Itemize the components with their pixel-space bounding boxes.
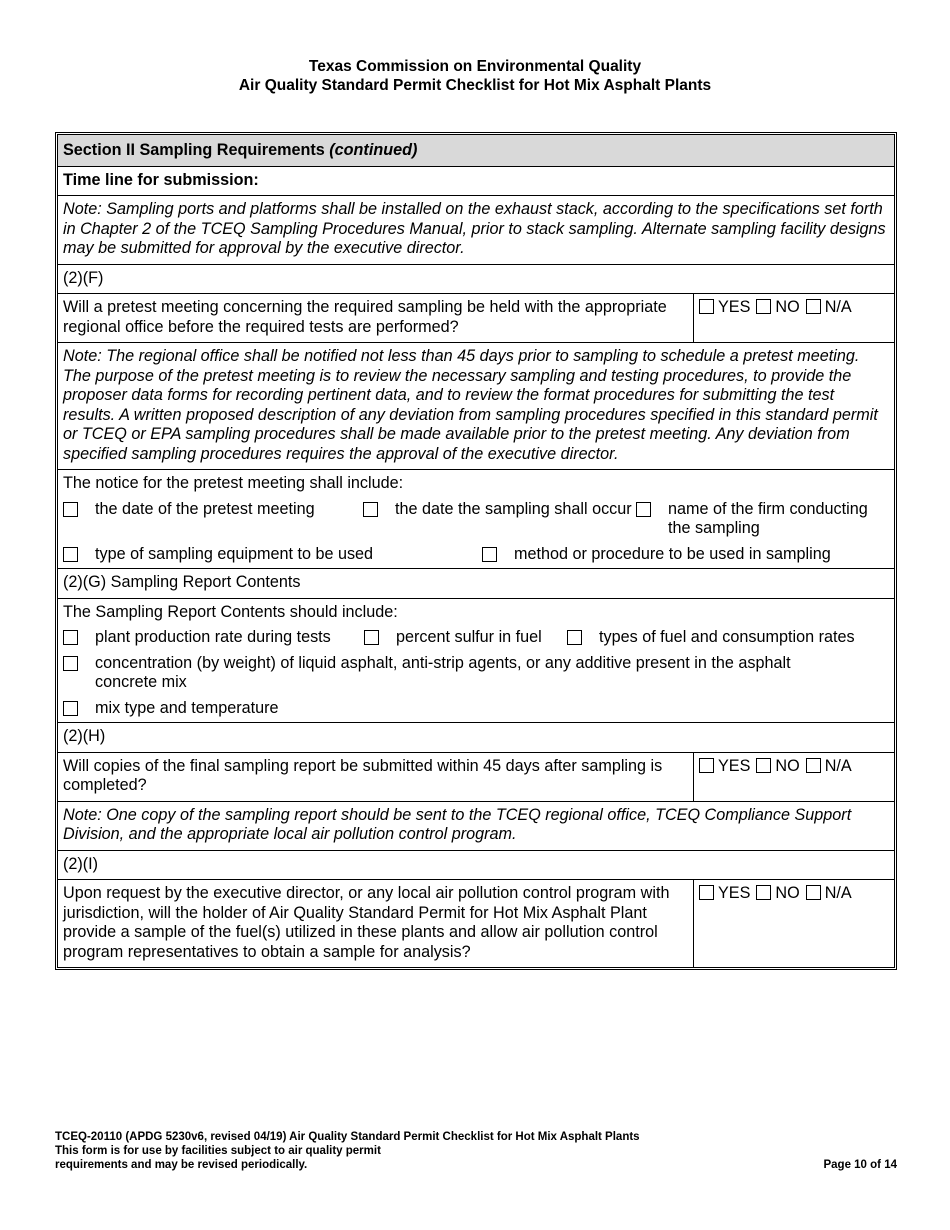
notice-item: the date the sampling shall occur [363,500,636,539]
checkbox[interactable] [63,630,78,645]
na-checkbox[interactable] [806,885,821,900]
yes-checkbox[interactable] [699,885,714,900]
report-line-1 [63,628,889,648]
form-usage-note: This form is for use by facilities subject to air quality permit [55,1145,381,1157]
checkbox[interactable] [63,701,78,716]
answer-group-2h: YES NO N/A [694,753,894,801]
na-checkbox[interactable] [806,758,821,773]
checkbox[interactable] [63,502,78,517]
no-checkbox[interactable] [756,299,771,314]
question-2f: Will a pretest meeting concerning the required sampling be held with the appropriate regional office before the required tests are performed? [58,294,694,342]
checkbox[interactable] [482,547,497,562]
agency-title: Texas Commission on Environmental Quality [308,58,642,75]
no-checkbox[interactable] [756,758,771,773]
yes-checkbox[interactable] [699,299,714,314]
item-code-2f: (2)(F) [58,264,894,294]
checklist-form [55,132,897,970]
notice-intro: The notice for the pretest meeting shall include: [63,474,404,492]
page-number: Page 10 of 14 [823,1159,897,1171]
checkbox[interactable] [567,630,582,645]
notice-item: type of sampling equipment to be used [63,545,482,565]
section-2g-title: (2)(G) Sampling Report Contents [58,568,894,598]
form-revision-note: requirements and may be revised periodically. [55,1159,308,1171]
question-2i: Upon request by the executive director, or any local air pollution control program with jurisdiction, will the holder of Air Quality Standard Permit for Hot Mix Asphalt Plant provide a sample of the fuel(s) utilized in these plants and allow air pollution control program representatives to obtain a sample for analysis? [58,880,694,967]
question-row-2f [58,293,894,342]
report-item: concentration (by weight) of liquid asphalt, anti-strip agents, or any additive present in the asphalt concrete mix [63,654,853,693]
note-pretest-meeting: Note: The regional office shall be notified not less than 45 days prior to sampling to schedule a pretest meeting. The purpose of the pretest meeting is to review the necessary sampling and testing procedures, to provide the proposer data forms for recording pertinent data, and to review the format procedures for submitting the test results. A written proposed description of any deviation from sampling procedures specified in this standard permit or TCEQ or EPA sampling procedures shall be made available prior to the pretest meeting. Any deviation from specified sampling procedures requires the approval of the executive director. [58,342,894,469]
checkbox[interactable] [636,502,651,517]
report-item: percent sulfur in fuel [364,628,567,648]
timeline-label: Time line for submission: [58,166,894,196]
notice-item: name of the firm conducting the sampling [636,500,886,539]
checkbox[interactable] [63,547,78,562]
report-line-2 [63,654,889,693]
report-item: types of fuel and consumption rates [567,628,855,648]
note-sampling-ports: Note: Sampling ports and platforms shall be installed on the exhaust stack, according to the specifications set forth in Chapter 2 of the TCEQ Sampling Procedures Manual, prior to stack sampling. Alternate sampling facility designs may be submitted for approval by the executive director. [58,195,894,264]
notice-line-1 [63,500,889,539]
yes-checkbox[interactable] [699,758,714,773]
notice-item: the date of the pretest meeting [63,500,363,539]
notice-item: method or procedure to be used in sampling [482,545,831,565]
question-row-2i [58,879,894,967]
no-checkbox[interactable] [756,885,771,900]
checkbox[interactable] [364,630,379,645]
checkbox[interactable] [63,656,78,671]
answer-group-2f: YES NO N/A [694,294,894,342]
report-intro: The Sampling Report Contents should include: [63,602,398,621]
note-report-copy: Note: One copy of the sampling report should be sent to the TCEQ regional office, TCEQ Compliance Support Division, and the appropriate local air pollution control program. [58,801,894,850]
answer-group-2i: YES NO N/A [694,880,894,967]
report-item: mix type and temperature [63,699,279,719]
item-code-2i: (2)(I) [58,850,894,880]
form-title: Air Quality Standard Permit Checklist for Hot Mix Asphalt Plants [238,77,712,94]
item-code-2h: (2)(H) [58,722,894,752]
report-contents-block [58,598,894,723]
page-header [0,57,950,95]
question-row-2h [58,752,894,801]
report-line-3 [63,699,889,719]
notice-line-2 [63,545,889,565]
page-footer [55,1130,897,1172]
checkbox[interactable] [363,502,378,517]
form-id: TCEQ-20110 (APDG 5230v6, revised 04/19) Air Quality Standard Permit Checklist for Hot Mix Asphalt Plants [55,1131,640,1143]
na-checkbox[interactable] [806,299,821,314]
report-item: plant production rate during tests [63,628,364,648]
question-2h: Will copies of the final sampling report be submitted within 45 days after sampling is completed? [58,753,694,801]
section-title: Section II Sampling Requirements (continued) [58,135,894,166]
notice-block [58,469,894,568]
